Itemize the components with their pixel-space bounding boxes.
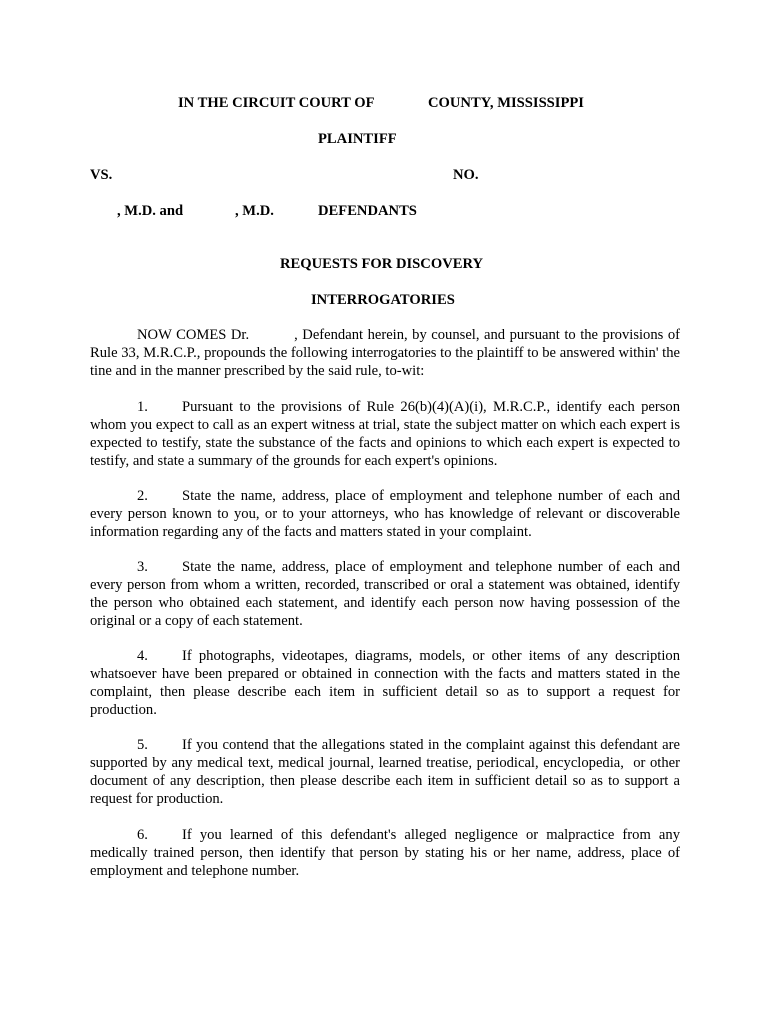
interrogatory-number: 6. <box>137 827 148 843</box>
interrogatory-number: 3. <box>137 559 148 575</box>
intro-paragraph: NOW COMES Dr. , Defendant herein, by counsel, and pursuant to the provisions of Rule 33, M.R.C.P., propounds the following interrogatories to the plaintiff to be answered within' the tine and in the manner prescribed by the said rule, to-wit: <box>90 327 684 379</box>
interrogatory-number: 4. <box>137 648 148 664</box>
interrogatory-5 <box>90 736 684 808</box>
interrogatory-2 <box>90 487 680 541</box>
court-heading-suffix: COUNTY, MISSISSIPPI <box>428 95 584 111</box>
document-subtitle: INTERROGATORIES <box>311 292 455 308</box>
interrogatory-1 <box>90 398 680 470</box>
plaintiff-label: PLAINTIFF <box>318 131 397 147</box>
interrogatory-text: If you learned of this defendant's alleged negligence or malpractice from any medically trained person, then identify that person by stating his or her name, address, place of employment and telephone number. <box>90 827 680 879</box>
defendant-1-name: , M.D. and <box>117 203 184 219</box>
interrogatory-number: 1. <box>137 399 148 415</box>
interrogatory-text: State the name, address, place of employment and telephone number of each and every person known to you, or to your attorneys, who has knowledge of relevant or discoverable information regarding any of the facts and matters stated in your complaint. <box>90 488 680 540</box>
interrogatory-text: State the name, address, place of employment and telephone number of each and every person from whom a written, recorded, transcribed or oral a statement was obtained, identify the person who obtained each statement, and identify each person now having possession of the original or a copy of each statement. <box>90 559 680 629</box>
interrogatory-number: 2. <box>137 488 148 504</box>
case-number-label: NO. <box>453 167 479 183</box>
interrogatory-4 <box>90 647 680 719</box>
interrogatory-6 <box>90 826 680 880</box>
versus-label: VS. <box>90 167 113 183</box>
defendants-label: DEFENDANTS <box>318 203 417 219</box>
interrogatory-text: Pursuant to the provisions of Rule 26(b)(4)(A)(i), M.R.C.P., identify each person whom you expect to call as an expert witness at trial, state the subject matter on which each expert is expected to testify, state the substance of the facts and opinions to which each expert is expected to testify, and state a summary of the grounds for each expert's opinions. <box>90 399 680 469</box>
interrogatory-3 <box>90 558 680 630</box>
court-heading-prefix: IN THE CIRCUIT COURT OF <box>178 95 375 111</box>
interrogatory-text: If photographs, videotapes, diagrams, models, or other items of any description whatsoever have been prepared or obtained in connection with the facts and matters stated in the complaint, then please describe each item in sufficient detail so as to support a request for production. <box>90 648 680 718</box>
interrogatory-text: If you contend that the allegations stated in the complaint against this defendant are supported by any medical text, medical journal, learned treatise, periodical, encyclopedia, or other document of any description, then please describe each item in sufficient detail so as to support a request for production. <box>90 737 684 807</box>
interrogatory-number: 5. <box>137 737 148 753</box>
document-title: REQUESTS FOR DISCOVERY <box>280 256 484 272</box>
defendant-2-name: , M.D. <box>235 203 274 219</box>
